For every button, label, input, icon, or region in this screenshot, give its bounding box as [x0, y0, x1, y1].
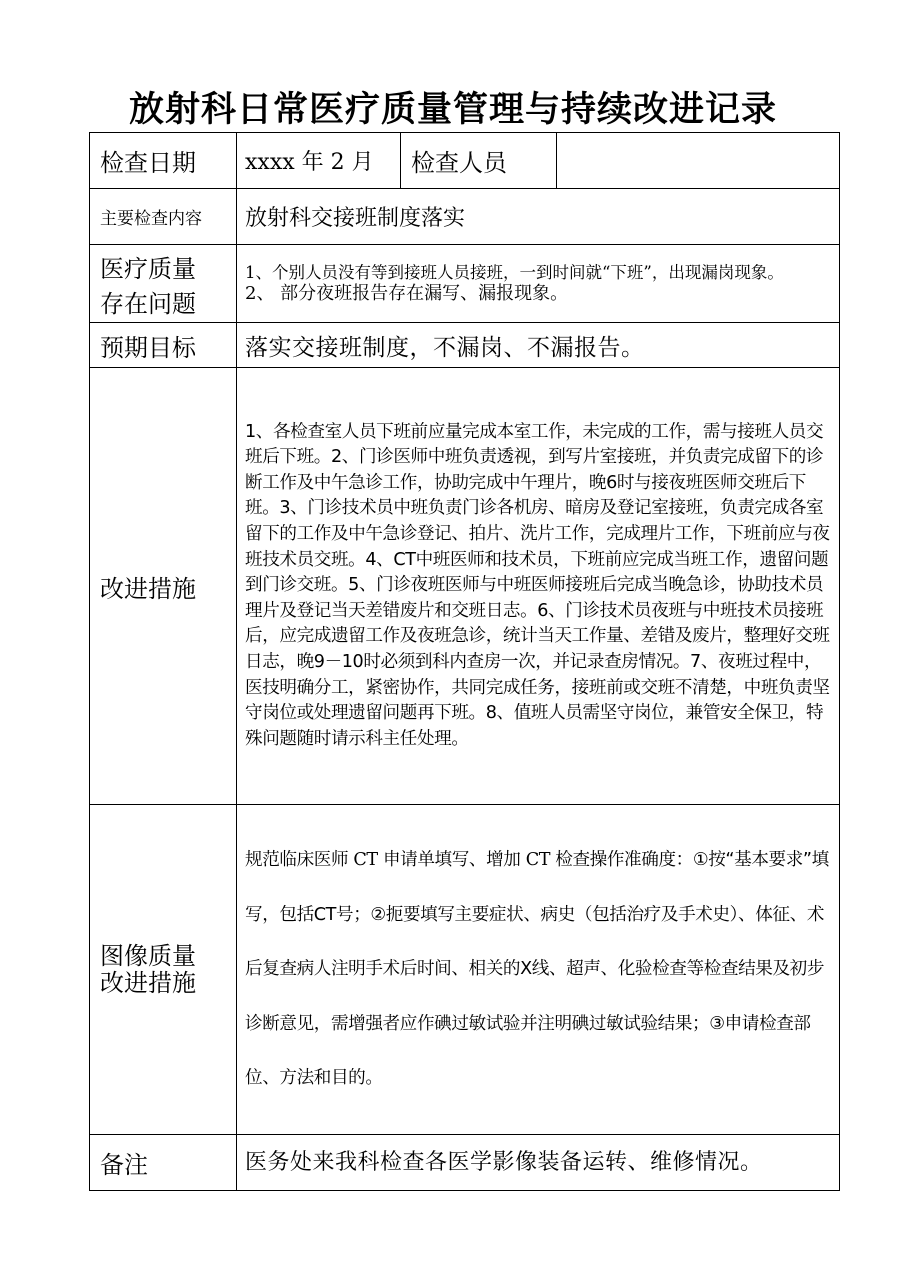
image-quality-lead: 规范临床医师 CT 申请单填写、增加 CT 检查操作准确度： — [245, 850, 693, 871]
row-image-quality — [90, 805, 840, 1135]
expected-goal-label: 预期目标 — [90, 323, 237, 368]
check-date-value: xxxx 年 2 月 — [237, 133, 401, 189]
image-quality-body: ①按“基本要求”填写，包括CT号；②扼要填写主要症状、病史（包括治疗及手术史）、体征、术后复查病人注明手术后时间、相关的X线、超声、化验检查等检查结果及初步诊断意见，需增强者应作碘过敏试验并注明碘过敏试验结果；③申请检查部位、方法和目的。 — [245, 850, 829, 1089]
improvement-measures-value: 1、各检查室人员下班前应量完成本室工作，未完成的工作，需与接班人员交班后下班。2、门诊医师中班负责透视，到写片室接班，并负责完成留下的诊断工作及中午急诊工作，协助完成中午理片，晚6时与接夜班医师交班后下班。3、门诊技术员中班负责门诊各机房、暗房及登记室接班，负责完成各室留下的工作及中午急诊登记、拍片、洗片工作，完成理片工作，下班前应与夜班技术员交班。4、CT中班医师和技术员，下班前应完成当班工作，遗留问题到门诊交班。5、门诊夜班医师与中班医师接班后完成当晚急诊，协助技术员理片及登记当天差错废片和交班日志。6、门诊技术员夜班与中班技术员接班后，应完成遗留工作及夜班急诊，统计当天工作量、差错及废片，整理好交班日志，晚9－10时必须到科内查房一次，并记录查房情况。7、夜班过程中，医技明确分工，紧密协作，共同完成任务，接班前或交班不清楚，中班负责坚守岗位或处理遗留问题再下班。8、值班人员需坚守岗位，兼管安全保卫，特殊问题随时请示科主任处理。 — [237, 368, 840, 805]
row-main-content — [90, 189, 840, 245]
check-date-label: 检查日期 — [90, 133, 237, 189]
quality-issue-item-2: 2、 部分夜班报告存在漏写、漏报现象。 — [245, 283, 569, 304]
row-improvement-measures — [90, 368, 840, 805]
quality-issues-label-line2: 存在问题 — [100, 289, 196, 318]
row-remarks — [90, 1135, 840, 1191]
quality-issues-label-line1: 医疗质量 — [100, 254, 196, 283]
image-quality-value — [237, 805, 840, 1135]
quality-issues-label — [90, 245, 237, 323]
record-table — [89, 132, 840, 1191]
improvement-measures-label: 改进措施 — [90, 368, 237, 805]
image-quality-label-line2: 改进措施 — [100, 968, 196, 997]
image-quality-label — [90, 805, 237, 1135]
page-title: 放射科日常医疗质量管理与持续改进记录 — [128, 90, 777, 130]
quality-issues-value — [237, 245, 840, 323]
row-expected-goal — [90, 323, 840, 368]
remarks-label: 备注 — [90, 1135, 237, 1191]
main-content-value: 放射科交接班制度落实 — [237, 189, 840, 245]
main-content-label: 主要检查内容 — [90, 189, 237, 245]
remarks-value: 医务处来我科检查各医学影像装备运转、维修情况。 — [237, 1135, 840, 1191]
quality-issue-item-1: 1、个别人员没有等到接班人员接班，一到时间就“下班”，出现漏岗现象。 — [245, 263, 784, 282]
inspector-label: 检查人员 — [401, 133, 557, 189]
row-quality-issues — [90, 245, 840, 323]
row-check-date — [90, 133, 840, 189]
inspector-value — [557, 133, 840, 189]
image-quality-label-line1: 图像质量 — [100, 941, 196, 970]
expected-goal-value: 落实交接班制度，不漏岗、不漏报告。 — [237, 323, 840, 368]
